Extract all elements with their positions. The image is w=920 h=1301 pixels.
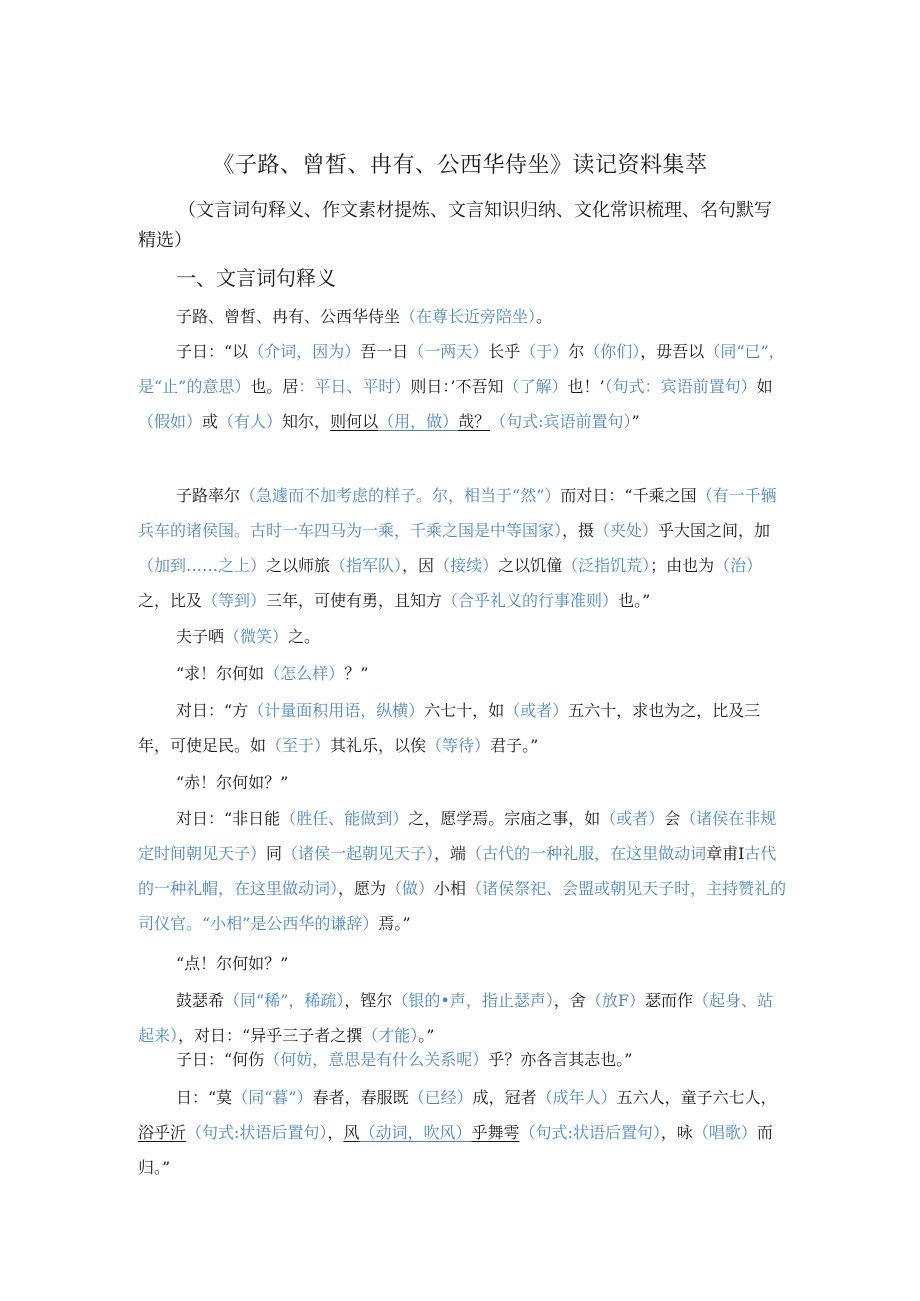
annotation-text: （动词，吹风） <box>359 1123 472 1142</box>
paragraph-12 <box>138 1080 788 1185</box>
classical-text: ，铿尔 <box>344 991 393 1010</box>
annotation-text: （才能） <box>362 1026 419 1045</box>
annotation-text: 古代的一种礼帽，在这里做动词） <box>138 844 777 898</box>
annotation-text: （介词，因为） <box>248 342 361 361</box>
classical-text: 五六人，童子六七人， <box>616 1088 777 1107</box>
classical-text: 则日：’不吾知 <box>410 377 504 396</box>
classical-text: ， <box>327 1123 344 1142</box>
classical-text: 夫子哂 <box>176 627 225 646</box>
paragraph-1 <box>138 299 788 334</box>
classical-text: 吾一日 <box>360 342 409 361</box>
classical-text: 而对日：“千乘之国 <box>560 486 697 505</box>
annotation-text: （古代的一种礼服，在这里做动词 <box>466 844 707 863</box>
classical-text: 子日：“以 <box>176 342 249 361</box>
classical-text: 同 <box>266 844 283 863</box>
classical-text: 乎？亦各言其志也。” <box>488 1050 633 1069</box>
annotation-text: （微笑） <box>224 627 289 646</box>
classical-text: ” <box>631 412 640 431</box>
classical-text: 之以师旅 <box>266 556 331 575</box>
annotation-text: （句式：宾语前置句） <box>604 377 757 396</box>
annotation-text: （做） <box>386 879 435 898</box>
classical-text: 瑟而作 <box>644 991 693 1010</box>
classical-text: ，愿为 <box>338 879 387 898</box>
annotation-text: （等待） <box>426 736 491 755</box>
classical-text: 风 <box>343 1123 360 1142</box>
classical-text: 或 <box>202 412 219 431</box>
annotation-text: （接续） <box>434 556 499 575</box>
annotation-text: （句式:状语后置句） <box>519 1123 661 1142</box>
classical-text: 成，冠者 <box>472 1088 537 1107</box>
annotation-text: （了解） <box>503 377 568 396</box>
classical-text: ，咏 <box>660 1123 693 1142</box>
classical-text: “求！尔何如 <box>176 664 265 683</box>
document-subtitle: （文言词句释义、作文素材提炼、文言知识归纳、文化常识梳理、名句默写精选） <box>138 200 772 251</box>
classical-text: 。” <box>418 1026 435 1045</box>
annotation-text: （加到……之上） <box>138 556 267 575</box>
classical-text: 乎大国之间，加 <box>658 521 771 540</box>
classical-text: 长乎 <box>488 342 521 361</box>
classical-text: 焉。” <box>378 914 411 933</box>
annotation-text: （等到） <box>202 591 267 610</box>
annotation-text: （或者） <box>504 701 569 720</box>
classical-text: ，毋吾以 <box>640 342 705 361</box>
annotation-text: （于） <box>520 342 569 361</box>
classical-text: 浴乎沂 <box>138 1123 187 1142</box>
paragraph-4 <box>138 619 788 654</box>
classical-text: ，舍 <box>553 991 586 1010</box>
classical-text: 其礼乐，以俟 <box>330 736 427 755</box>
paragraph-9 <box>138 946 788 981</box>
classical-text: 小相 <box>434 879 467 898</box>
annotation-text: （或者） <box>600 809 665 828</box>
classical-text: 子路率尔 <box>176 486 241 505</box>
annotation-text: （你们） <box>584 342 641 361</box>
classical-text: “赤！尔何如？” <box>176 773 289 792</box>
classical-text: 而归。” <box>138 1123 773 1177</box>
annotation-text: （有人） <box>218 412 283 431</box>
annotation-text: （用，做） <box>378 412 459 431</box>
annotation-text: （已经） <box>408 1088 473 1107</box>
paragraph-7 <box>138 765 788 800</box>
classical-text: 也。居 <box>250 377 299 396</box>
annotation-text: （诸侯祭祀、会盟或朝见天子时，主持赞礼的司仪官。“小相”是公西华的谦辞） <box>138 879 787 933</box>
classical-text: ，端 <box>434 844 467 863</box>
document-title: 《子路、曾皙、冉有、公西华侍坐》读记资料集萃 <box>212 153 708 178</box>
classical-text: 也！’ <box>567 377 605 396</box>
paragraph-5 <box>138 656 788 691</box>
annotation-text: （句式:宾语前置句） <box>490 412 632 431</box>
annotation-text: （怎么样） <box>264 664 345 683</box>
classical-text: 子路、曾皙、冉有、公西华侍坐 <box>176 307 401 326</box>
classical-text: 。 <box>536 307 553 326</box>
classical-text: 五六十，求也为之，比及三年，可使足民。如 <box>138 701 761 755</box>
annotation-text: （在尊长近旁陪坐） <box>400 307 537 326</box>
annotation-text: （胜任、能做到） <box>280 809 409 828</box>
classical-text: 之，比及 <box>138 591 203 610</box>
annotation-text: （成年人） <box>536 1088 617 1107</box>
annotation-text: （假如） <box>138 412 203 431</box>
classical-text: ；由也为 <box>650 556 715 575</box>
annotation-text: （句式:状语后置句） <box>186 1123 328 1142</box>
classical-text: 六七十，如 <box>424 701 505 720</box>
classical-text: 会 <box>664 809 681 828</box>
annotation-text: ：平日、平时） <box>298 377 411 396</box>
classical-text: 如 <box>756 377 773 396</box>
classical-text: 春者，春服既 <box>312 1088 409 1107</box>
classical-text: 乎舞雩 <box>471 1123 520 1142</box>
classical-text: “点！尔何如？” <box>176 954 289 973</box>
classical-text: 之。 <box>288 627 321 646</box>
annotation-text: （治） <box>714 556 763 575</box>
paragraph-2 <box>138 334 788 439</box>
paragraph-6 <box>138 693 788 763</box>
annotation-text: （诸侯在非规定时间朝见天子） <box>138 809 777 863</box>
classical-text: 之，愿学焉。宗庙之事，如 <box>408 809 601 828</box>
section-heading: 一、文言词句释义 <box>176 266 336 290</box>
classical-text: ？” <box>344 664 369 683</box>
classical-text: 哉？ <box>458 412 491 431</box>
classical-text: 则何以 <box>330 412 379 431</box>
classical-text: 子日：“何伤 <box>176 1050 265 1069</box>
classical-text: ，对日：“异乎三子者之撰 <box>178 1026 363 1045</box>
classical-text: 尔 <box>568 342 585 361</box>
classical-text: 对日：“非日能 <box>176 809 281 828</box>
annotation-text: （同“暮”） <box>232 1088 313 1107</box>
annotation-text: （一两天） <box>408 342 489 361</box>
classical-text: ，摄 <box>562 521 595 540</box>
classical-text: 对日：“方 <box>176 701 249 720</box>
classical-text: 鼓瑟希 <box>176 991 225 1010</box>
annotation-text: （至于） <box>266 736 331 755</box>
annotation-text: （诸侯一起朝见天子） <box>282 844 435 863</box>
annotation-text: （银的•声，指止瑟声） <box>392 991 554 1010</box>
annotation-text: （合乎礼义的行事准则） <box>442 591 619 610</box>
annotation-text: （泛指饥荒） <box>562 556 651 575</box>
annotation-text: （何妨，意思是有什么关系呢） <box>264 1050 489 1069</box>
annotation-text: （放F） <box>585 991 645 1010</box>
annotation-text: （急遽而不加考虑的样子。尔，相当于“然”） <box>240 486 561 505</box>
paragraph-3 <box>138 478 788 618</box>
classical-text: 三年，可使有勇，且知方 <box>266 591 443 610</box>
annotation-text: （计量面积用语，纵横） <box>248 701 425 720</box>
annotation-text: （指军队） <box>330 556 403 575</box>
classical-text: 章甫I <box>706 844 745 863</box>
classical-text: 日：“莫 <box>176 1088 233 1107</box>
classical-text: ，因 <box>402 556 435 575</box>
annotation-text: （有一千辆兵车的诸侯国。古时一车四马为一乘，千乘之国是中等国家） <box>138 486 777 540</box>
classical-text: 也。” <box>618 591 651 610</box>
annotation-text: （唱歌） <box>692 1123 757 1142</box>
classical-text: 君子。” <box>490 736 539 755</box>
classical-text: 之以饥僮 <box>498 556 563 575</box>
classical-text: 知尔， <box>282 412 331 431</box>
paragraph-8 <box>138 801 788 941</box>
annotation-text: （夹处） <box>594 521 659 540</box>
annotation-text: （同“已”，是“止”的意思） <box>138 342 785 396</box>
annotation-text: （起身、站起来） <box>138 991 774 1045</box>
annotation-text: （同“稀”，稀疏） <box>224 991 345 1010</box>
paragraph-11 <box>138 1042 788 1077</box>
